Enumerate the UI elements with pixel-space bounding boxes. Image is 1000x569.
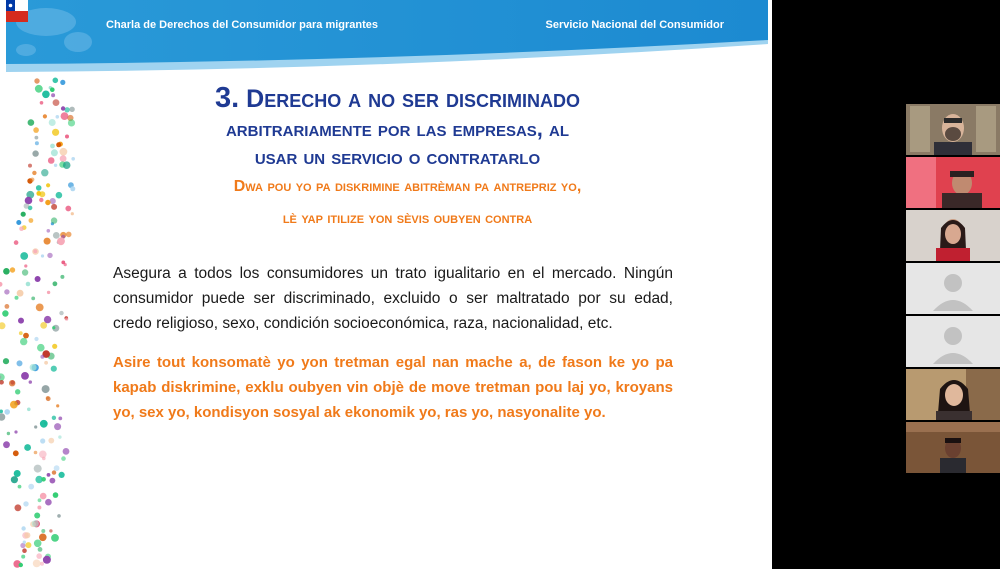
decorative-dot — [58, 417, 62, 421]
decorative-dot — [0, 410, 3, 414]
decorative-dot — [10, 380, 14, 384]
kreyol-title-line1: Dwa pou yo pa diskrimine abitrèman pa antrepriz yo, — [233, 178, 582, 195]
banner-background — [6, 0, 768, 72]
decorative-dot — [21, 555, 25, 559]
decorative-dot — [16, 220, 21, 225]
decorative-dot — [15, 504, 22, 511]
decorative-dot — [41, 169, 48, 176]
decorative-dot — [10, 267, 15, 272]
participant-tile-2[interactable] — [906, 157, 1000, 208]
decorative-dot — [52, 344, 57, 349]
decorative-dot — [64, 263, 67, 266]
decorative-dot — [34, 451, 38, 455]
decorative-dot — [40, 420, 48, 428]
decorative-dot — [21, 372, 29, 380]
decorative-dot — [40, 355, 44, 359]
decorative-dot — [0, 322, 6, 329]
participant-tile-3[interactable] — [906, 210, 1000, 261]
decorative-dot — [20, 252, 28, 260]
decorative-dot — [50, 87, 55, 92]
title-text-1: Derecho a no ser discriminado — [246, 85, 580, 113]
participant-video-6 — [906, 369, 1000, 420]
decorative-dot — [7, 432, 10, 435]
decorative-dot — [44, 238, 51, 245]
slide-banner — [6, 0, 768, 72]
participant-video-1 — [906, 104, 1000, 155]
decorative-dot — [31, 297, 35, 301]
decorative-dot — [0, 282, 3, 287]
decorative-dot — [0, 380, 4, 385]
decorative-dot — [60, 80, 65, 85]
banner-right-title: Servicio Nacional del Consumidor — [545, 19, 724, 31]
decorative-dot — [18, 485, 22, 489]
decorative-dot — [28, 119, 35, 126]
decorative-dot — [13, 450, 19, 456]
participant-tile-7[interactable] — [906, 422, 1000, 473]
decorative-dot — [33, 560, 41, 568]
decorative-dot — [50, 144, 55, 149]
decorative-dot — [59, 311, 63, 315]
decorative-dot — [49, 529, 52, 532]
decorative-dot — [28, 484, 34, 490]
decorative-dot — [51, 217, 57, 223]
participant-tile-5[interactable] — [906, 316, 1000, 367]
decorative-dot — [46, 183, 50, 187]
participant-gallery — [906, 104, 1000, 476]
decorative-dot — [46, 396, 51, 401]
decorative-dot — [22, 548, 27, 553]
participant-tile-1[interactable] — [906, 104, 1000, 155]
decorative-dot — [36, 185, 42, 191]
slide-title-line2: arbitrariamente por las empresas, al — [225, 116, 570, 141]
decorative-dot — [51, 93, 55, 97]
decorative-dot — [17, 360, 23, 366]
decorative-dot — [44, 361, 48, 365]
decorative-dot — [52, 326, 55, 329]
decorative-dot — [3, 268, 10, 275]
slide-title-line1 — [120, 84, 675, 113]
decorative-dot — [32, 171, 36, 175]
decorative-dot — [41, 254, 44, 257]
decorative-dot — [61, 106, 65, 110]
decorative-dot — [10, 401, 18, 409]
decorative-dot — [4, 409, 10, 415]
decorative-dot — [21, 212, 26, 217]
decorative-dot — [42, 457, 46, 461]
decorative-dot — [60, 155, 67, 162]
decorative-dot — [19, 563, 23, 567]
decorative-dot — [34, 425, 37, 428]
decorative-dot — [0, 413, 5, 420]
decorative-dot — [19, 331, 23, 335]
decorative-dot — [37, 506, 41, 510]
decorative-dot — [43, 556, 51, 564]
decorative-dot — [23, 541, 26, 544]
decorative-dot — [71, 212, 74, 215]
decorative-dot — [30, 364, 37, 371]
decorative-dot — [3, 358, 9, 364]
participant-tile-6[interactable] — [906, 369, 1000, 420]
avatar-icon — [906, 316, 1000, 367]
participant-tile-4[interactable] — [906, 263, 1000, 314]
kreyol-title-line2: lè yap itilize yon sèvis oubyen contra — [282, 210, 533, 227]
decorative-dot — [34, 78, 39, 83]
decorative-dot — [23, 501, 28, 506]
decorative-dot — [28, 164, 32, 168]
decorative-dot — [40, 438, 45, 443]
decorative-dot — [23, 333, 29, 339]
decorative-dot — [40, 493, 47, 500]
decorative-dot — [22, 269, 28, 275]
decorative-dot — [51, 534, 59, 542]
decorative-dot — [15, 296, 19, 300]
decorative-dot — [39, 534, 47, 542]
decorative-dot — [59, 472, 65, 478]
decorative-dot — [21, 526, 25, 530]
decorative-dot — [40, 562, 44, 566]
decorative-dot — [52, 129, 59, 136]
decorative-dot — [61, 456, 66, 461]
decorative-dot — [25, 542, 31, 548]
decorative-dot — [36, 553, 42, 559]
decorative-dot — [53, 99, 60, 106]
decorative-dot — [14, 430, 17, 433]
decorative-dot — [56, 192, 63, 199]
decorative-dot — [35, 141, 39, 145]
decorative-dot — [51, 204, 57, 210]
decorative-dot — [53, 78, 59, 84]
decorative-dot — [24, 264, 27, 267]
decorative-dot — [53, 232, 60, 239]
title-number: 3. — [215, 82, 240, 114]
decorative-dot — [39, 191, 45, 197]
decorative-dot — [14, 470, 21, 477]
decorative-dot — [3, 441, 10, 448]
decorative-dot — [58, 435, 61, 438]
decorative-dot — [60, 148, 68, 156]
decorative-dot — [56, 404, 59, 407]
decorative-dot — [30, 178, 34, 182]
decorative-dot — [48, 157, 55, 164]
decorative-dot — [2, 310, 8, 316]
decorative-dot — [36, 304, 44, 312]
decorative-dot — [14, 240, 19, 245]
decorative-dot — [18, 318, 24, 324]
decorative-dot — [41, 529, 45, 533]
decorative-dot — [33, 249, 37, 253]
decorative-dot — [5, 304, 10, 309]
decorative-dot — [35, 85, 43, 93]
decorative-dot — [56, 115, 60, 119]
decorative-dot — [65, 317, 68, 320]
decorative-dot — [48, 438, 54, 444]
decorative-dot — [45, 200, 50, 205]
decorative-dot — [52, 416, 56, 420]
decorative-dot — [45, 499, 52, 506]
decorative-dot — [17, 290, 24, 297]
decorative-dot — [32, 520, 39, 527]
decorative-dot — [65, 206, 71, 212]
decorative-dot — [4, 289, 9, 294]
decorative-dot — [57, 514, 61, 518]
decorative-dot — [53, 281, 58, 286]
decorative-dot — [60, 275, 64, 279]
slide-title-line3: usar un servicio o contratarlo — [254, 144, 541, 169]
decorative-dot — [50, 198, 56, 204]
decorative-dot — [54, 423, 61, 430]
decorative-dot — [26, 282, 31, 287]
decorative-dot — [24, 532, 30, 538]
participant-video-3 — [906, 210, 1000, 261]
decorative-dot — [32, 150, 38, 156]
decorative-dot — [47, 229, 51, 233]
decorative-dot — [27, 408, 31, 412]
decorative-dot — [47, 473, 51, 477]
decorative-dot — [40, 101, 44, 105]
decorative-dot — [34, 513, 40, 519]
decorative-dot — [61, 112, 69, 120]
decorative-dot — [38, 498, 42, 502]
decorative-dot — [57, 237, 65, 245]
decorative-dot — [53, 492, 59, 498]
decorative-dot — [54, 465, 60, 471]
decorative-dot — [69, 107, 74, 112]
decorative-dot — [25, 197, 33, 205]
decorative-dot — [68, 119, 75, 126]
decorative-dot — [47, 291, 50, 294]
decorative-dot — [49, 119, 56, 126]
decorative-dot — [24, 203, 30, 209]
decorative-dot — [47, 253, 52, 258]
decorative-dot — [34, 337, 38, 341]
decorative-dot — [24, 444, 31, 451]
decorative-dot — [34, 465, 42, 473]
decorative-dot — [11, 476, 18, 483]
decorative-dot — [65, 135, 69, 139]
decorative-dot — [38, 547, 43, 552]
decorative-dot — [63, 448, 70, 455]
decorative-dot — [63, 161, 71, 169]
decorative-dot — [51, 149, 58, 156]
decorative-dot — [51, 366, 57, 372]
spanish-paragraph: Asegura a todos los consumidores un trato igualitario en el mercado. Ningún consumidor puede ser discriminado, excluido o ser maltratado por su edad, credo religioso, sexo, condición socioeconómica, raza, nacionalidad, etc. — [113, 265, 673, 332]
decorative-dot — [39, 198, 43, 202]
decorative-dot — [42, 385, 50, 393]
decorative-dot — [43, 114, 47, 118]
decorative-dot — [20, 338, 27, 345]
decorative-dot — [44, 316, 51, 323]
decorative-dot — [35, 276, 41, 282]
decorative-dot — [42, 91, 50, 99]
decorative-dot — [71, 157, 75, 161]
decorative-dot — [15, 389, 20, 394]
decorative-dot — [19, 226, 24, 231]
decorative-dot — [66, 232, 72, 238]
decorative-dots — [0, 0, 110, 569]
decorative-dot — [34, 540, 42, 548]
kreyol-paragraph: Asire tout konsomatè yo yon tretman egal nan mache a, de fason ke yo pa kapab diskrimine, exklu oubyen vin objè de move tretman pou laj yo, kroyans yo, sex yo, kondisyon sosyal ak ekonomik yo, ras yo, nasyonalite yo. — [113, 354, 673, 421]
decorative-dot — [35, 136, 39, 140]
decorative-dot — [54, 164, 57, 167]
participant-video-2 — [906, 157, 1000, 208]
decorative-dot — [70, 186, 75, 191]
participant-video-7 — [906, 422, 1000, 473]
decorative-dot — [56, 142, 61, 147]
decorative-dot — [52, 470, 56, 474]
decorative-dot — [40, 322, 47, 329]
decorative-dot — [37, 344, 45, 352]
decorative-dot — [50, 478, 56, 484]
decorative-dot — [33, 127, 39, 133]
decorative-dot — [29, 218, 34, 223]
decorative-dot — [41, 477, 46, 482]
decorative-dot — [29, 380, 32, 383]
avatar-icon — [906, 263, 1000, 314]
banner-left-title: Charla de Derechos del Consumidor para migrantes — [106, 19, 379, 31]
